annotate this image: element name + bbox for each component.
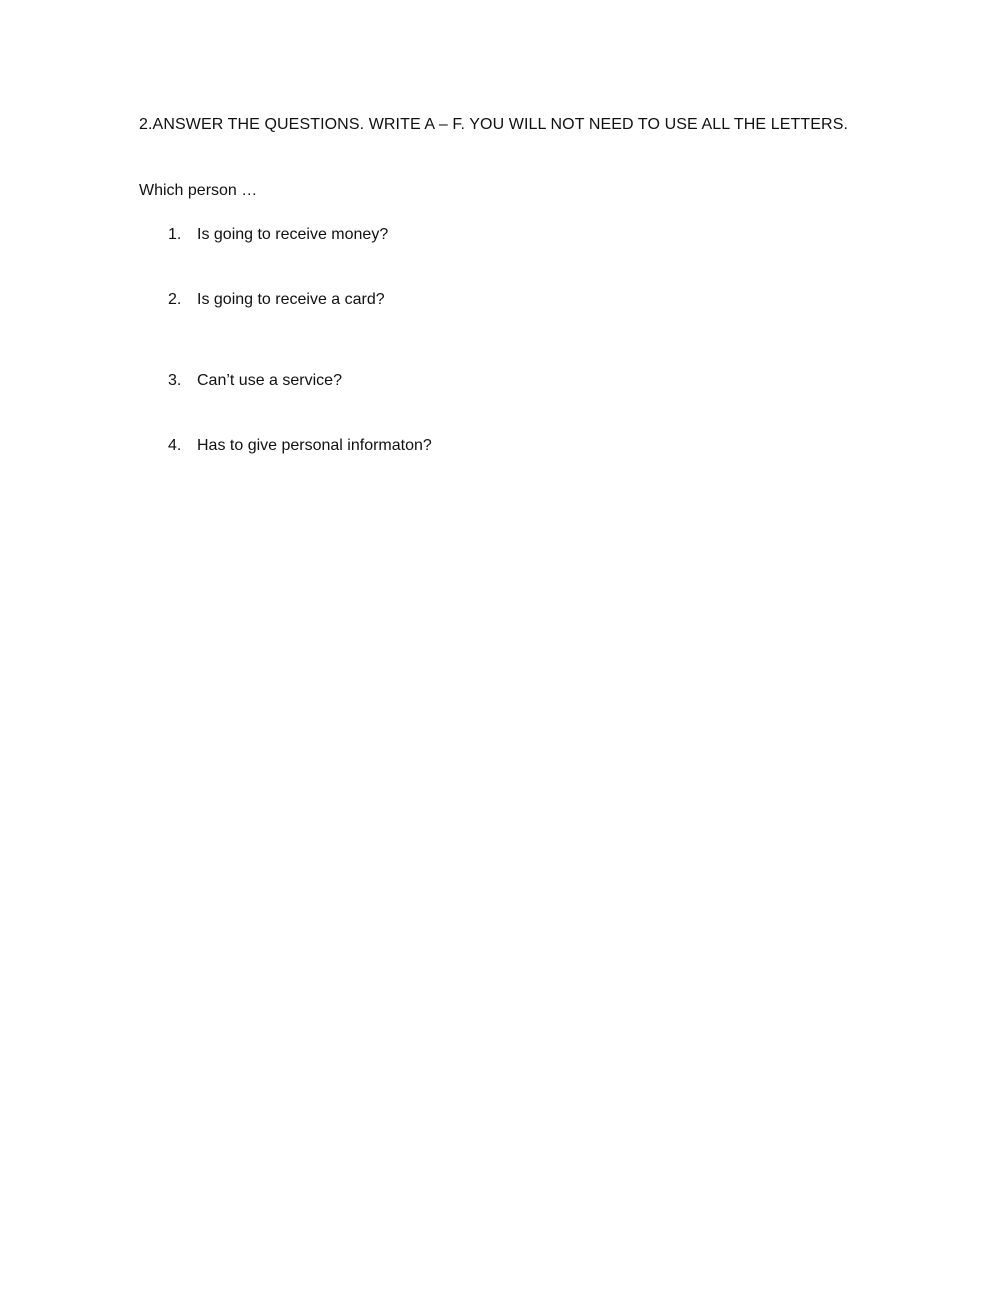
question-number: 1. [168, 226, 182, 243]
question-item [168, 226, 388, 244]
question-item [168, 291, 385, 309]
question-text: Can’t use a service? [197, 372, 342, 389]
question-number: 4. [168, 437, 182, 454]
question-item [168, 372, 342, 390]
question-item [168, 437, 432, 455]
instruction-text: 2.ANSWER THE QUESTIONS. WRITE A – F. YOU WILL NOT NEED TO USE ALL THE LETTERS. [139, 116, 849, 133]
question-text: Is going to receive a card? [197, 291, 385, 308]
question-text: Has to give personal informaton? [197, 437, 432, 454]
question-text: Is going to receive money? [197, 226, 389, 243]
question-number: 3. [168, 372, 182, 389]
question-number: 2. [168, 291, 182, 308]
lead-text: Which person … [139, 182, 258, 199]
